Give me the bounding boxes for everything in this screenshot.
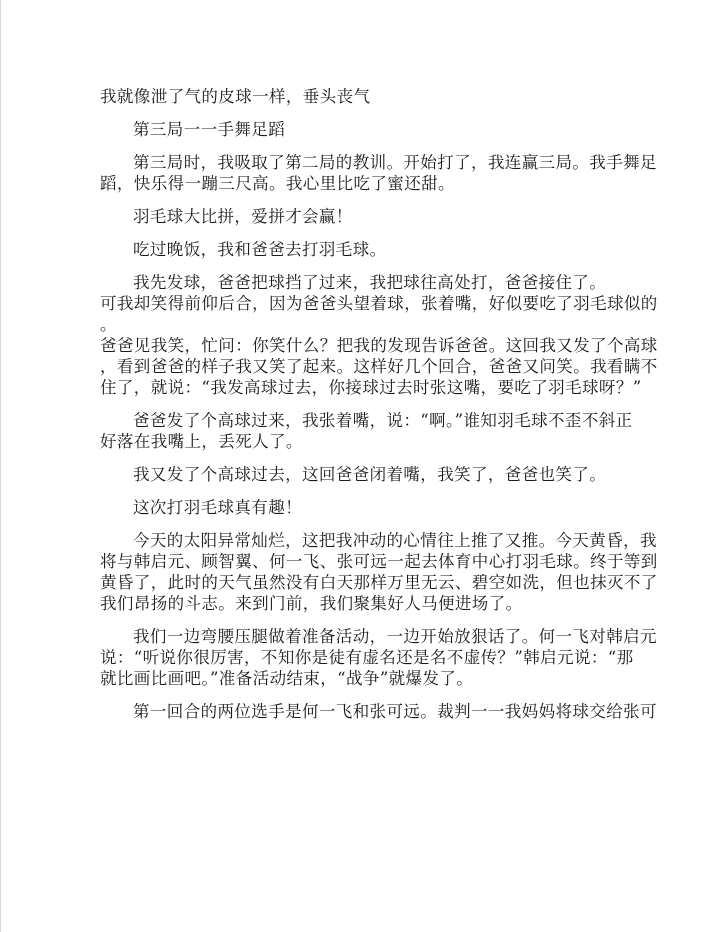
text-line: 吃过晚饭，我和爸爸去打羽毛球。 bbox=[133, 240, 387, 259]
text-line: 。 bbox=[100, 315, 117, 334]
text-line: 就比画比画吧。”准备活动结束，“战争”就爆发了。 bbox=[100, 669, 474, 688]
text-line: 我先发球，爸爸把球挡了过来，我把球往高处打，爸爸接住了。 bbox=[133, 273, 607, 292]
document-body bbox=[100, 86, 658, 722]
text-line: 第三局时，我吸取了第二局的教训。开始打了，我连赢三局。我手舞足 bbox=[133, 153, 657, 172]
text-line: 蹈，快乐得一蹦三尺高。我心里比吃了蜜还甜。 bbox=[100, 174, 455, 193]
line-gap bbox=[100, 107, 620, 119]
line-gap bbox=[100, 689, 620, 701]
text-line: 说：“听说你很厉害，不知你是徒有虚名还是名不虚传？”韩启元说：“那 bbox=[100, 648, 634, 667]
text-line: 我们一边弯腰压腿做着准备活动，一边开始放狠话了。何一飞对韩启元 bbox=[133, 627, 657, 646]
line-gap bbox=[100, 614, 620, 626]
line-gap bbox=[100, 140, 620, 152]
line-gap bbox=[100, 398, 620, 410]
text-line: 可我却笑得前仰后合，因为爸爸头望着球，张着嘴，好似要吃了羽毛球似的 bbox=[100, 294, 658, 313]
line-gap bbox=[100, 227, 620, 239]
text-line: 第三局一一手舞足蹈 bbox=[133, 120, 286, 139]
text-line: ，看到爸爸的样子我又笑了起来。这样好几个回合，爸爸又问笑。我看瞒不 bbox=[100, 357, 658, 376]
text-line: 好落在我嘴上，丢死人了。 bbox=[100, 432, 303, 451]
text-line: 爸爸发了个高球过来，我张着嘴，说：“啊。”谁知羽毛球不歪不斜正 bbox=[133, 411, 633, 430]
text-line: 将与韩启元、顾智翼、何一飞、张可远一起去体育中心打羽毛球。终于等到 bbox=[100, 552, 658, 571]
line-gap bbox=[100, 518, 620, 530]
text-line: 黄昏了，此时的天气虽然没有白天那样万里无云、碧空如洗，但也抹灭不了 bbox=[100, 573, 658, 592]
text-line: 爸爸见我笑，忙问：你笑什么？把我的发现告诉爸爸。这回我又发了个高球 bbox=[100, 336, 658, 355]
line-gap bbox=[100, 485, 620, 497]
text-line: 第一回合的两位选手是何一飞和张可远。裁判一一我妈妈将球交给张可 bbox=[133, 702, 657, 721]
text-line: 我就像泄了气的皮球一样，垂头丧气 bbox=[100, 87, 371, 106]
line-gap bbox=[100, 260, 620, 272]
text-line: 我们昂扬的斗志。来到门前，我们聚集好人马便进场了。 bbox=[100, 594, 523, 613]
text-line: 今天的太阳异常灿烂，这把我冲动的心情往上推了又推。今天黄昏，我 bbox=[133, 531, 657, 550]
line-gap bbox=[100, 194, 620, 206]
text-line: 我又发了个高球过去，这回爸爸闭着嘴，我笑了，爸爸也笑了。 bbox=[133, 465, 607, 484]
line-gap bbox=[100, 452, 620, 464]
text-line: 这次打羽毛球真有趣！ bbox=[133, 498, 302, 517]
text-line: 羽毛球大比拼，爱拼才会赢！ bbox=[133, 207, 353, 226]
text-line: 住了，就说：“我发高球过去，你接球过去时张这嘴，要吃了羽毛球呀？” bbox=[100, 378, 642, 397]
